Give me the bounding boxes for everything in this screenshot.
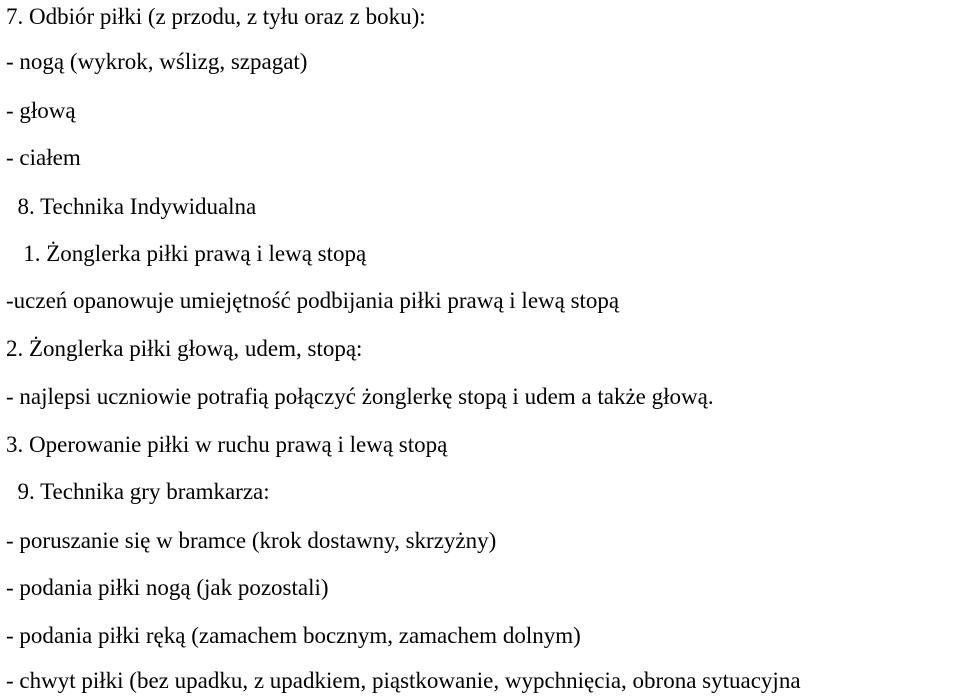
subsection-2-heading: 2. Żonglerka piłki głową, udem, stopą: <box>6 336 363 361</box>
list-item: - głową <box>6 98 76 123</box>
section-7-heading: 7. Odbiór piłki (z przodu, z tyłu oraz z boku): <box>6 4 426 29</box>
list-item: - podania piłki nogą (jak pozostali) <box>6 575 329 600</box>
list-item: -uczeń opanowuje umiejętność podbijania piłki prawą i lewą stopą <box>6 288 620 313</box>
list-item: - podania piłki ręką (zamachem bocznym, zamachem dolnym) <box>6 623 581 648</box>
list-item: - poruszanie się w bramce (krok dostawny, skrzyżny) <box>6 528 497 553</box>
section-9-heading: 9. Technika gry bramkarza: <box>6 479 270 504</box>
list-item: - najlepsi uczniowie potrafią połączyć żonglerkę stopą i udem a także głową. <box>6 384 714 409</box>
section-8-heading: 8. Technika Indywidualna <box>6 194 257 219</box>
list-item: - nogą (wykrok, wślizg, szpagat) <box>6 49 308 74</box>
subsection-1-heading: 1. Żonglerka piłki prawą i lewą stopą <box>6 241 367 266</box>
list-item: - chwyt piłki (bez upadku, z upadkiem, piąstkowanie, wypchnięcia, obrona sytuacyjna <box>6 668 801 693</box>
list-item: - ciałem <box>6 145 81 170</box>
subsection-3-heading: 3. Operowanie piłki w ruchu prawą i lewą stopą <box>6 432 448 457</box>
